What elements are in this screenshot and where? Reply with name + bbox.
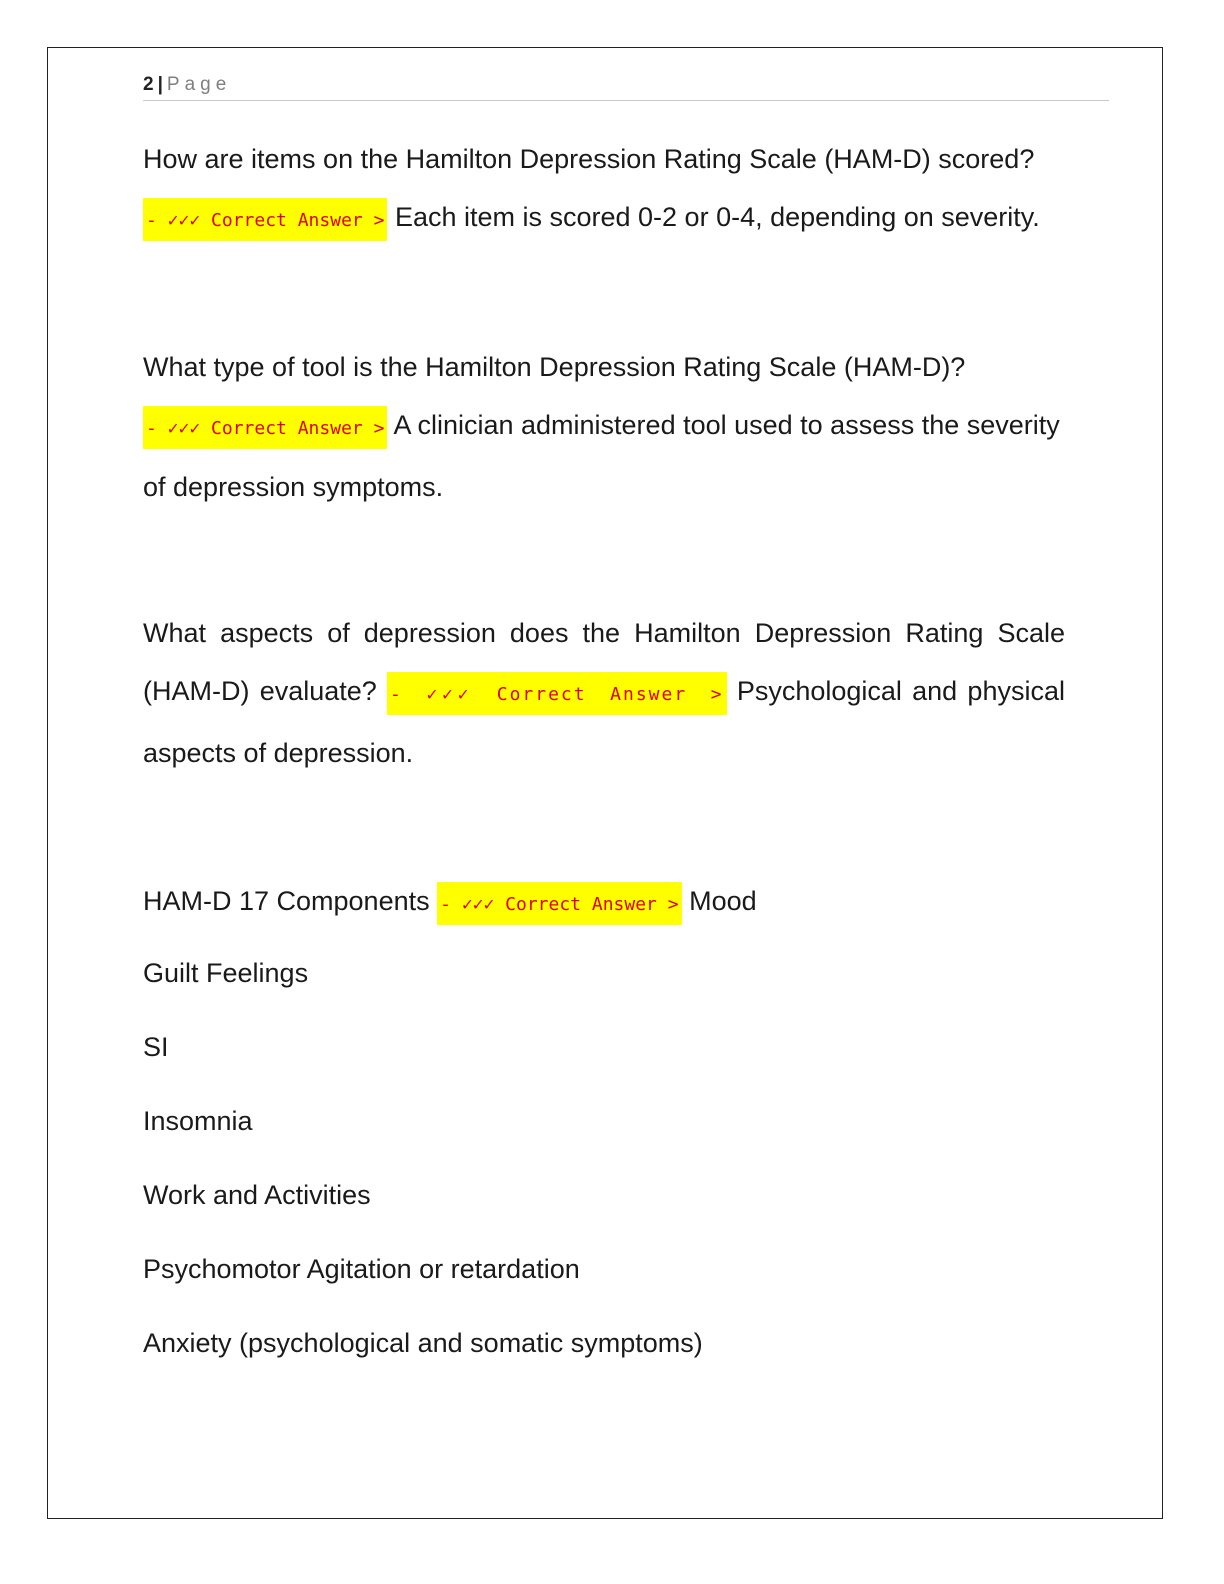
list-item: Anxiety (psychological and somatic symptoms)	[143, 1328, 703, 1358]
page-header	[143, 74, 1109, 101]
list-item: Guilt Feelings	[143, 958, 309, 988]
document-body	[143, 130, 1065, 1380]
header-separator: |	[157, 74, 163, 95]
question-text: How are items on the Hamilton Depression Rating Scale (HAM-D) scored?	[143, 144, 1035, 174]
question-text: What type of tool is the Hamilton Depression Rating Scale (HAM-D)?	[143, 352, 966, 382]
list-item: Work and Activities	[143, 1180, 371, 1210]
qa-item-4	[143, 872, 1065, 934]
question-text: What aspects of depression does the Hamilton Depression Rating Scale (HAM-D) evaluate?	[143, 618, 1065, 706]
components-list	[143, 936, 1065, 1380]
list-item: Insomnia	[143, 1106, 253, 1136]
correct-answer-tag: - ✓✓✓ Correct Answer >	[143, 406, 387, 449]
spacer	[143, 782, 1065, 872]
spacer	[143, 250, 1065, 338]
spacer	[143, 516, 1065, 604]
qa-item-3	[143, 604, 1065, 782]
list-item: Psychomotor Agitation or retardation	[143, 1254, 580, 1284]
answer-text: Psychological and physical aspects of depression.	[143, 676, 1065, 768]
qa-item-2	[143, 338, 1065, 516]
list-item: SI	[143, 1032, 169, 1062]
page-number: 2	[143, 74, 154, 95]
question-text: HAM-D 17 Components	[143, 886, 430, 916]
answer-text: A clinician administered tool used to assess the severity of depression symptoms.	[143, 410, 1060, 502]
qa-item-1	[143, 130, 1065, 250]
page-label: Page	[166, 74, 232, 95]
correct-answer-tag: - ✓✓✓ Correct Answer >	[437, 882, 681, 925]
correct-answer-tag: - ✓✓✓ Correct Answer >	[387, 672, 727, 715]
correct-answer-tag: - ✓✓✓ Correct Answer >	[143, 198, 387, 241]
answer-text: Mood	[689, 886, 757, 916]
answer-text: Each item is scored 0-2 or 0-4, depending on severity.	[394, 202, 1040, 232]
